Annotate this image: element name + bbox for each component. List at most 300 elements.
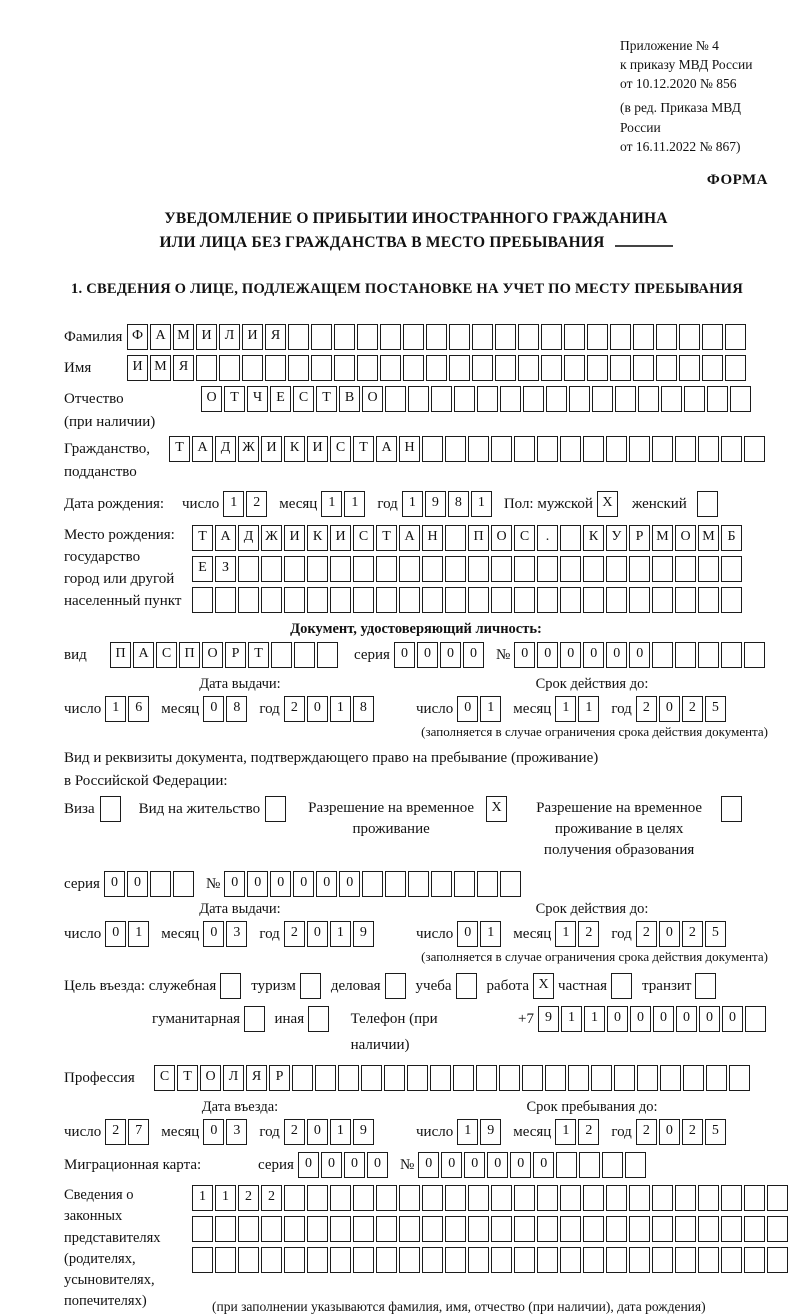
char-box[interactable] [307, 1185, 328, 1211]
purpose-official-checkbox[interactable] [220, 973, 241, 999]
char-box[interactable]: 0 [203, 921, 224, 947]
char-box[interactable] [376, 1185, 397, 1211]
char-box[interactable] [311, 324, 332, 350]
char-box[interactable] [587, 355, 608, 381]
char-box[interactable] [431, 386, 452, 412]
char-box[interactable] [376, 1247, 397, 1273]
char-box[interactable]: 0 [104, 871, 125, 897]
char-box[interactable] [587, 324, 608, 350]
sex-male-checkbox[interactable]: X [597, 491, 618, 517]
char-box[interactable] [675, 436, 696, 462]
char-box[interactable]: 2 [636, 921, 657, 947]
char-box[interactable] [744, 1185, 765, 1211]
char-box[interactable]: 0 [722, 1006, 743, 1032]
char-box[interactable] [399, 1216, 420, 1242]
char-box[interactable]: 0 [560, 642, 581, 668]
char-box[interactable] [399, 1185, 420, 1211]
char-box[interactable]: О [491, 525, 512, 551]
char-box[interactable]: 1 [561, 1006, 582, 1032]
char-box[interactable] [683, 1065, 704, 1091]
char-box[interactable] [560, 525, 581, 551]
char-box[interactable] [537, 1185, 558, 1211]
char-box[interactable] [380, 324, 401, 350]
char-box[interactable] [744, 1247, 765, 1273]
char-box[interactable] [606, 436, 627, 462]
char-box[interactable] [652, 436, 673, 462]
char-box[interactable] [537, 1216, 558, 1242]
char-box[interactable]: С [293, 386, 314, 412]
char-box[interactable] [315, 1065, 336, 1091]
char-box[interactable]: 0 [699, 1006, 720, 1032]
char-box[interactable]: К [583, 525, 604, 551]
char-box[interactable]: Е [192, 556, 213, 582]
char-box[interactable]: А [150, 324, 171, 350]
char-box[interactable] [385, 386, 406, 412]
char-box[interactable] [353, 1247, 374, 1273]
char-box[interactable] [330, 587, 351, 613]
char-box[interactable] [380, 355, 401, 381]
char-box[interactable] [294, 642, 315, 668]
char-box[interactable] [675, 642, 696, 668]
char-box[interactable] [261, 1247, 282, 1273]
char-box[interactable] [675, 1185, 696, 1211]
char-box[interactable] [385, 871, 406, 897]
char-box[interactable]: 0 [203, 1119, 224, 1145]
char-box[interactable] [679, 324, 700, 350]
char-box[interactable] [514, 556, 535, 582]
char-box[interactable] [361, 1065, 382, 1091]
visa-checkbox[interactable] [100, 796, 121, 822]
char-box[interactable]: И [127, 355, 148, 381]
char-box[interactable] [514, 436, 535, 462]
char-box[interactable] [477, 386, 498, 412]
char-box[interactable] [522, 1065, 543, 1091]
char-box[interactable]: 5 [705, 696, 726, 722]
char-box[interactable]: 1 [578, 696, 599, 722]
char-box[interactable]: 7 [128, 1119, 149, 1145]
char-box[interactable]: Я [173, 355, 194, 381]
char-box[interactable] [454, 386, 475, 412]
char-box[interactable] [560, 1247, 581, 1273]
char-box[interactable] [472, 355, 493, 381]
char-box[interactable] [238, 1216, 259, 1242]
char-box[interactable]: Р [225, 642, 246, 668]
char-box[interactable] [468, 587, 489, 613]
char-box[interactable]: 0 [316, 871, 337, 897]
char-box[interactable]: М [652, 525, 673, 551]
char-box[interactable] [215, 1216, 236, 1242]
char-box[interactable] [491, 1185, 512, 1211]
char-box[interactable] [583, 1185, 604, 1211]
char-box[interactable] [545, 1065, 566, 1091]
char-box[interactable] [514, 1247, 535, 1273]
char-box[interactable] [698, 436, 719, 462]
char-box[interactable] [767, 1247, 788, 1273]
char-box[interactable] [338, 1065, 359, 1091]
char-box[interactable]: Т [177, 1065, 198, 1091]
char-box[interactable]: 0 [270, 871, 291, 897]
char-box[interactable]: А [215, 525, 236, 551]
char-box[interactable] [602, 1152, 623, 1178]
char-box[interactable] [606, 556, 627, 582]
char-box[interactable] [583, 556, 604, 582]
char-box[interactable] [652, 587, 673, 613]
char-box[interactable]: З [215, 556, 236, 582]
char-box[interactable]: 1 [192, 1185, 213, 1211]
char-box[interactable] [307, 587, 328, 613]
char-box[interactable] [560, 556, 581, 582]
char-box[interactable]: 1 [584, 1006, 605, 1032]
char-box[interactable]: С [514, 525, 535, 551]
char-box[interactable] [721, 587, 742, 613]
char-box[interactable]: 0 [630, 1006, 651, 1032]
char-box[interactable]: Т [316, 386, 337, 412]
char-box[interactable] [698, 1247, 719, 1273]
char-box[interactable] [353, 1185, 374, 1211]
char-box[interactable] [661, 386, 682, 412]
char-box[interactable] [376, 556, 397, 582]
char-box[interactable]: 1 [555, 1119, 576, 1145]
purpose-other-checkbox[interactable] [308, 1006, 328, 1032]
char-box[interactable]: 1 [555, 921, 576, 947]
char-box[interactable] [407, 1065, 428, 1091]
char-box[interactable] [537, 587, 558, 613]
char-box[interactable]: 0 [307, 1119, 328, 1145]
char-box[interactable] [330, 556, 351, 582]
char-box[interactable] [606, 1185, 627, 1211]
char-box[interactable]: А [192, 436, 213, 462]
char-box[interactable]: 0 [659, 921, 680, 947]
char-box[interactable]: 3 [226, 1119, 247, 1145]
char-box[interactable]: И [242, 324, 263, 350]
char-box[interactable] [633, 324, 654, 350]
char-box[interactable] [192, 1247, 213, 1273]
char-box[interactable] [514, 587, 535, 613]
char-box[interactable] [541, 355, 562, 381]
char-box[interactable] [271, 642, 292, 668]
char-box[interactable]: Р [269, 1065, 290, 1091]
char-box[interactable]: И [330, 525, 351, 551]
char-box[interactable]: П [179, 642, 200, 668]
char-box[interactable]: 0 [307, 921, 328, 947]
char-box[interactable]: Д [215, 436, 236, 462]
char-box[interactable] [721, 556, 742, 582]
char-box[interactable] [173, 871, 194, 897]
char-box[interactable]: 8 [226, 696, 247, 722]
char-box[interactable] [261, 587, 282, 613]
char-box[interactable]: А [133, 642, 154, 668]
char-box[interactable]: 0 [339, 871, 360, 897]
char-box[interactable] [564, 355, 585, 381]
temp-residence-checkbox[interactable]: X [486, 796, 507, 822]
char-box[interactable] [150, 871, 171, 897]
char-box[interactable]: 0 [344, 1152, 365, 1178]
char-box[interactable]: 2 [682, 921, 703, 947]
char-box[interactable]: . [537, 525, 558, 551]
char-box[interactable] [698, 1216, 719, 1242]
char-box[interactable]: И [307, 436, 328, 462]
char-box[interactable]: К [284, 436, 305, 462]
char-box[interactable] [583, 1247, 604, 1273]
char-box[interactable] [238, 556, 259, 582]
char-box[interactable] [445, 1247, 466, 1273]
char-box[interactable] [284, 1185, 305, 1211]
purpose-business-checkbox[interactable] [385, 973, 406, 999]
char-box[interactable] [560, 436, 581, 462]
char-box[interactable]: 0 [367, 1152, 388, 1178]
char-box[interactable] [491, 556, 512, 582]
char-box[interactable] [541, 324, 562, 350]
char-box[interactable] [468, 1185, 489, 1211]
char-box[interactable] [629, 587, 650, 613]
purpose-tourism-checkbox[interactable] [300, 973, 321, 999]
char-box[interactable]: 8 [448, 491, 469, 517]
char-box[interactable] [610, 324, 631, 350]
char-box[interactable] [675, 556, 696, 582]
char-box[interactable]: 6 [128, 696, 149, 722]
char-box[interactable] [399, 556, 420, 582]
char-box[interactable] [476, 1065, 497, 1091]
char-box[interactable]: В [339, 386, 360, 412]
char-box[interactable]: 0 [418, 1152, 439, 1178]
char-box[interactable]: 2 [578, 921, 599, 947]
char-box[interactable] [238, 1247, 259, 1273]
char-box[interactable] [357, 355, 378, 381]
char-box[interactable]: 0 [293, 871, 314, 897]
char-box[interactable] [698, 556, 719, 582]
char-box[interactable]: М [150, 355, 171, 381]
char-box[interactable] [523, 386, 544, 412]
char-box[interactable] [606, 1247, 627, 1273]
char-box[interactable]: С [330, 436, 351, 462]
char-box[interactable] [491, 1247, 512, 1273]
char-box[interactable] [625, 1152, 646, 1178]
char-box[interactable] [261, 556, 282, 582]
char-box[interactable] [592, 386, 613, 412]
char-box[interactable] [215, 1247, 236, 1273]
char-box[interactable]: Я [265, 324, 286, 350]
char-box[interactable] [353, 587, 374, 613]
char-box[interactable] [514, 1185, 535, 1211]
char-box[interactable] [583, 436, 604, 462]
char-box[interactable]: 2 [238, 1185, 259, 1211]
char-box[interactable] [652, 642, 673, 668]
char-box[interactable]: 1 [555, 696, 576, 722]
char-box[interactable]: Д [238, 525, 259, 551]
char-box[interactable]: Л [219, 324, 240, 350]
char-box[interactable]: 0 [533, 1152, 554, 1178]
char-box[interactable] [422, 556, 443, 582]
char-box[interactable]: М [698, 525, 719, 551]
char-box[interactable]: 0 [464, 1152, 485, 1178]
char-box[interactable] [445, 1185, 466, 1211]
char-box[interactable] [472, 324, 493, 350]
char-box[interactable] [537, 1247, 558, 1273]
char-box[interactable] [537, 436, 558, 462]
char-box[interactable] [284, 556, 305, 582]
char-box[interactable]: 0 [224, 871, 245, 897]
char-box[interactable]: 0 [629, 642, 650, 668]
char-box[interactable]: 0 [606, 642, 627, 668]
char-box[interactable] [629, 1247, 650, 1273]
char-box[interactable]: 0 [487, 1152, 508, 1178]
char-box[interactable] [652, 1185, 673, 1211]
char-box[interactable]: 0 [440, 642, 461, 668]
char-box[interactable]: Р [629, 525, 650, 551]
char-box[interactable] [445, 1216, 466, 1242]
char-box[interactable] [311, 355, 332, 381]
char-box[interactable]: 1 [321, 491, 342, 517]
char-box[interactable] [399, 1247, 420, 1273]
char-box[interactable] [242, 355, 263, 381]
char-box[interactable] [445, 436, 466, 462]
char-box[interactable]: И [261, 436, 282, 462]
char-box[interactable]: 1 [344, 491, 365, 517]
char-box[interactable] [721, 1216, 742, 1242]
char-box[interactable] [583, 587, 604, 613]
char-box[interactable] [560, 1185, 581, 1211]
char-box[interactable]: 2 [284, 921, 305, 947]
char-box[interactable] [652, 1247, 673, 1273]
char-box[interactable] [468, 436, 489, 462]
char-box[interactable] [499, 1065, 520, 1091]
char-box[interactable]: Т [224, 386, 245, 412]
char-box[interactable]: 0 [659, 1119, 680, 1145]
char-box[interactable]: А [399, 525, 420, 551]
char-box[interactable] [614, 1065, 635, 1091]
char-box[interactable]: 0 [394, 642, 415, 668]
char-box[interactable] [652, 1216, 673, 1242]
char-box[interactable] [491, 587, 512, 613]
char-box[interactable] [376, 1216, 397, 1242]
char-box[interactable] [430, 1065, 451, 1091]
char-box[interactable]: 0 [607, 1006, 628, 1032]
char-box[interactable] [422, 1247, 443, 1273]
char-box[interactable] [408, 871, 429, 897]
char-box[interactable]: Б [721, 525, 742, 551]
char-box[interactable] [491, 1216, 512, 1242]
char-box[interactable]: О [201, 386, 222, 412]
char-box[interactable] [330, 1247, 351, 1273]
char-box[interactable]: 1 [330, 696, 351, 722]
char-box[interactable]: 1 [457, 1119, 478, 1145]
char-box[interactable] [422, 1216, 443, 1242]
char-box[interactable] [495, 355, 516, 381]
char-box[interactable] [307, 556, 328, 582]
char-box[interactable]: 2 [261, 1185, 282, 1211]
char-box[interactable] [721, 642, 742, 668]
char-box[interactable] [698, 587, 719, 613]
char-box[interactable] [265, 355, 286, 381]
char-box[interactable] [767, 1216, 788, 1242]
char-box[interactable] [307, 1247, 328, 1273]
char-box[interactable]: Ж [238, 436, 259, 462]
char-box[interactable] [334, 324, 355, 350]
char-box[interactable]: 0 [417, 642, 438, 668]
char-box[interactable]: К [307, 525, 328, 551]
char-box[interactable] [564, 324, 585, 350]
char-box[interactable] [376, 587, 397, 613]
char-box[interactable] [454, 871, 475, 897]
char-box[interactable] [514, 1216, 535, 1242]
char-box[interactable] [730, 386, 751, 412]
char-box[interactable]: Н [422, 525, 443, 551]
char-box[interactable] [518, 324, 539, 350]
char-box[interactable]: С [154, 1065, 175, 1091]
char-box[interactable]: 0 [105, 921, 126, 947]
char-box[interactable]: 9 [480, 1119, 501, 1145]
char-box[interactable] [500, 386, 521, 412]
char-box[interactable] [518, 355, 539, 381]
char-box[interactable]: 5 [705, 921, 726, 947]
char-box[interactable] [606, 587, 627, 613]
char-box[interactable] [560, 587, 581, 613]
char-box[interactable] [196, 355, 217, 381]
char-box[interactable] [629, 1216, 650, 1242]
char-box[interactable] [261, 1216, 282, 1242]
char-box[interactable] [408, 386, 429, 412]
char-box[interactable]: 1 [128, 921, 149, 947]
char-box[interactable] [495, 324, 516, 350]
char-box[interactable]: Л [223, 1065, 244, 1091]
purpose-work-checkbox[interactable]: X [533, 973, 554, 999]
char-box[interactable] [652, 556, 673, 582]
char-box[interactable]: О [200, 1065, 221, 1091]
char-box[interactable]: 2 [682, 1119, 703, 1145]
char-box[interactable]: 9 [425, 491, 446, 517]
char-box[interactable] [445, 525, 466, 551]
char-box[interactable]: 8 [353, 696, 374, 722]
char-box[interactable]: 9 [353, 1119, 374, 1145]
char-box[interactable] [330, 1185, 351, 1211]
char-box[interactable] [384, 1065, 405, 1091]
char-box[interactable]: 0 [583, 642, 604, 668]
char-box[interactable] [449, 355, 470, 381]
char-box[interactable]: Ж [261, 525, 282, 551]
char-box[interactable]: 5 [705, 1119, 726, 1145]
char-box[interactable] [399, 587, 420, 613]
char-box[interactable] [637, 1065, 658, 1091]
char-box[interactable] [546, 386, 567, 412]
char-box[interactable]: 1 [105, 696, 126, 722]
char-box[interactable] [292, 1065, 313, 1091]
char-box[interactable]: 0 [676, 1006, 697, 1032]
char-box[interactable]: Ч [247, 386, 268, 412]
char-box[interactable] [660, 1065, 681, 1091]
char-box[interactable] [656, 324, 677, 350]
char-box[interactable] [725, 324, 746, 350]
char-box[interactable] [453, 1065, 474, 1091]
char-box[interactable]: 2 [105, 1119, 126, 1145]
char-box[interactable] [638, 386, 659, 412]
char-box[interactable] [615, 386, 636, 412]
char-box[interactable]: Е [270, 386, 291, 412]
char-box[interactable] [745, 1006, 766, 1032]
char-box[interactable] [500, 871, 521, 897]
temp-residence-edu-checkbox[interactable] [721, 796, 742, 822]
char-box[interactable]: 2 [578, 1119, 599, 1145]
char-box[interactable] [317, 642, 338, 668]
char-box[interactable] [560, 1216, 581, 1242]
residence-permit-checkbox[interactable] [265, 796, 286, 822]
char-box[interactable] [702, 324, 723, 350]
char-box[interactable] [725, 355, 746, 381]
char-box[interactable]: 2 [682, 696, 703, 722]
char-box[interactable] [707, 386, 728, 412]
char-box[interactable]: 0 [510, 1152, 531, 1178]
char-box[interactable]: 2 [636, 1119, 657, 1145]
char-box[interactable] [591, 1065, 612, 1091]
